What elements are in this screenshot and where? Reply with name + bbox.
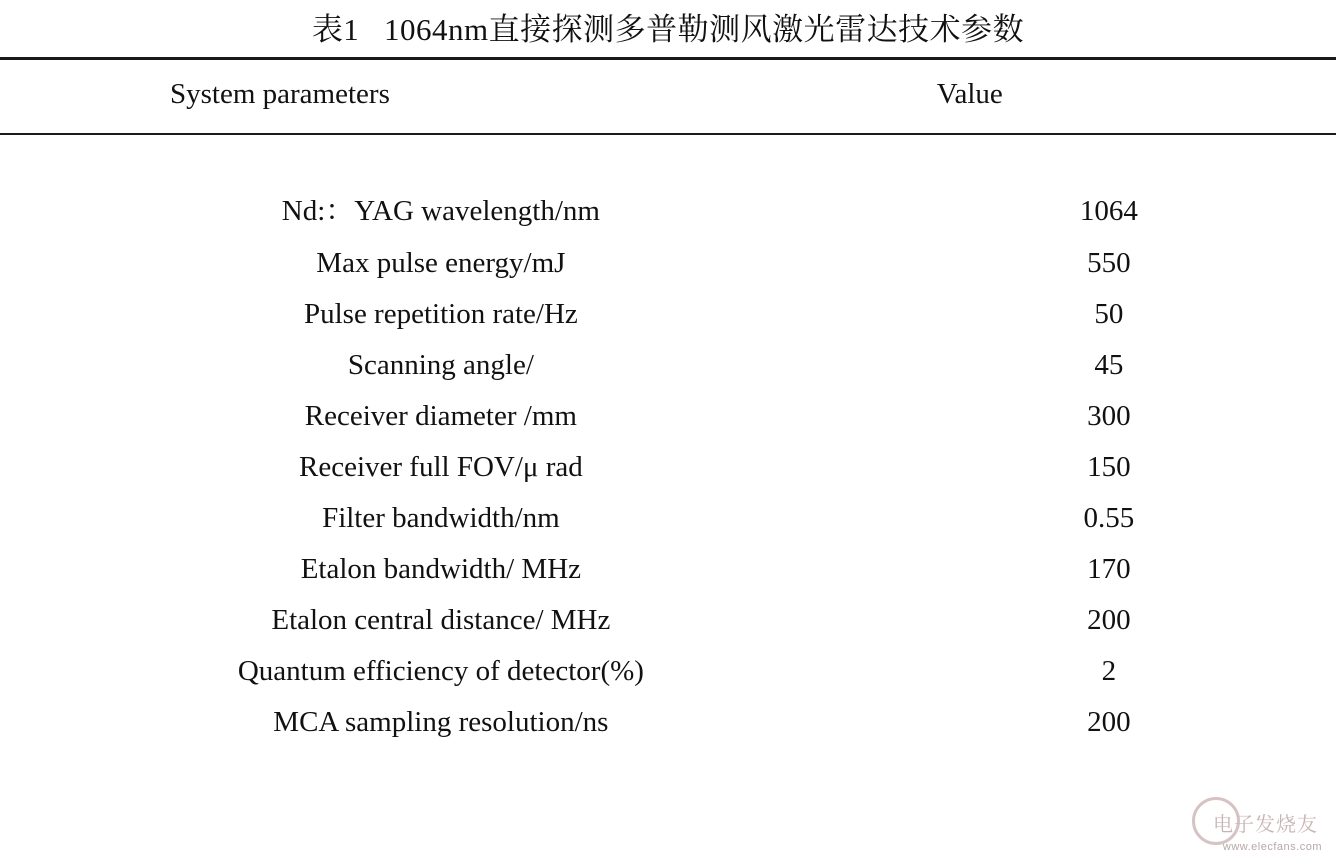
- parameters-table: [0, 60, 1336, 133]
- column-header-value: Value: [936, 78, 1003, 110]
- table-row: [0, 238, 1336, 289]
- parameter-cell: Receiver diameter /mm: [304, 400, 577, 432]
- parameter-cell: Receiver full FOV/μ rad: [299, 451, 583, 483]
- value-cell: 1064: [1079, 195, 1138, 227]
- watermark-url: www.elecfans.com: [1222, 841, 1322, 853]
- value-cell: 550: [1087, 247, 1131, 279]
- table-spacer-row: [0, 135, 1336, 179]
- table-row: [0, 391, 1336, 442]
- value-cell: 300: [1087, 400, 1131, 432]
- value-cell: 0.55: [1083, 502, 1135, 534]
- table-row: [0, 493, 1336, 544]
- value-cell: 45: [1094, 349, 1124, 381]
- parameter-cell: Pulse repetition rate/Hz: [303, 298, 578, 330]
- value-cell: 150: [1087, 451, 1131, 483]
- parameter-cell: Quantum efficiency of detector(%): [237, 655, 644, 687]
- parameter-cell: Filter bandwidth/nm: [322, 502, 560, 534]
- table-header: [0, 60, 1336, 133]
- parameter-cell: Scanning angle/: [347, 349, 534, 381]
- table-row: [0, 179, 1336, 238]
- table-row: [0, 595, 1336, 646]
- table-row: [0, 340, 1336, 391]
- value-cell: 170: [1087, 553, 1131, 585]
- value-cell: 50: [1094, 298, 1124, 330]
- parameter-cell: MCA sampling resolution/ns: [273, 706, 609, 738]
- table-row: [0, 646, 1336, 697]
- table-caption: 表1 1064nm直接探测多普勒测风激光雷达技术参数: [311, 12, 1025, 47]
- parameters-table-body: [0, 135, 1336, 748]
- parameter-cell: Etalon bandwidth/ MHz: [300, 553, 582, 585]
- value-cell: 2: [1101, 655, 1117, 687]
- table-row: [0, 544, 1336, 595]
- table-row: [0, 289, 1336, 340]
- parameter-cell: Nd:：YAG wavelength/nm: [281, 195, 600, 227]
- watermark-brand: 电子发烧友: [1213, 814, 1318, 836]
- table-header-row: [0, 60, 1336, 133]
- value-cell: 200: [1087, 706, 1131, 738]
- table-row: [0, 442, 1336, 493]
- table-row: [0, 697, 1336, 748]
- column-header-parameters: System parameters: [170, 78, 390, 110]
- parameter-cell: Etalon central distance/ MHz: [271, 604, 611, 636]
- parameter-cell: Max pulse energy/mJ: [316, 247, 566, 279]
- value-cell: 200: [1087, 604, 1131, 636]
